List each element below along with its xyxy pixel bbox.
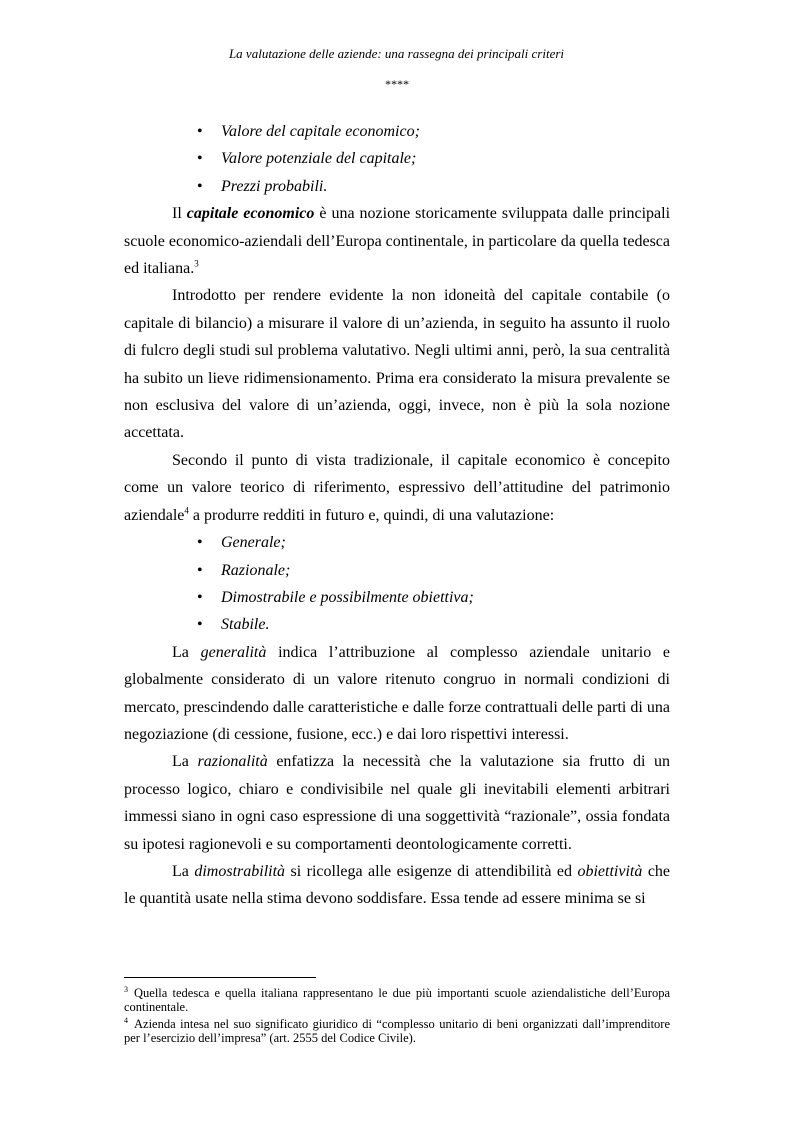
section-separator: ****: [384, 77, 409, 91]
bullet-icon: •: [197, 561, 203, 579]
list-item-text: Prezzi probabili.: [221, 177, 328, 195]
footnote-ref[interactable]: 3: [194, 258, 199, 269]
emphasis-term: capitale economico: [186, 205, 315, 223]
bullet-icon: •: [197, 177, 203, 195]
bullet-icon: •: [197, 616, 203, 634]
list-item: [197, 145, 670, 172]
list-item-text: Generale;: [221, 534, 286, 552]
footnote-number: 3: [124, 984, 128, 994]
list-item: [197, 611, 670, 638]
list-item-text: Valore potenziale del capitale;: [221, 150, 417, 168]
footnote-number: 4: [124, 1015, 128, 1025]
paragraph-generalita: La generalità indica l’attribuzione al complesso aziendale unitario e globalmente considerato di un valore ritenuto congruo in normali condizioni di mercato, prescindendo dalle caratteristiche e dalle forze contrattuali delle parti di una negoziazione (di cessione, fusione, ecc.) e dai loro rispettivi interessi.: [124, 643, 671, 743]
emphasis-term: razionalità: [197, 753, 268, 771]
list-item-text: Razionale;: [221, 561, 291, 579]
list-item-text: Stabile.: [221, 616, 270, 634]
footnotes: [124, 986, 670, 1048]
list-item: [197, 118, 670, 145]
bullet-icon: •: [197, 534, 203, 552]
list-item-text: Dimostrabile e possibilmente obiettiva;: [221, 588, 474, 606]
paragraph-dimostrabilita: La dimostrabilità si ricollega alle esigenze di attendibilità ed obiettività che le quantità usate nella stima devono soddisfare. Essa tende ad essere minima se si: [124, 862, 671, 908]
footnote-4: [124, 1017, 670, 1045]
footnote-text: Azienda intesa nel suo significato giuridico di “complesso unitario di beni organizzati dall’imprenditore per l’esercizio dell’impresa” (art. 2555 del Codice Civile).: [124, 1017, 670, 1045]
emphasis-term: dimostrabilità: [194, 862, 286, 880]
paragraph-capitale-economico: Il capitale economico è una nozione storicamente sviluppata dalle principali scuole economico-aziendali dell’Europa continentale, in particolare da quella tedesca ed italiana.$^3$: [124, 205, 671, 278]
bullet-list-properties: [124, 529, 670, 639]
footnote-divider: [124, 977, 316, 978]
footnote-3: [124, 986, 670, 1014]
footnote-ref[interactable]: 4: [184, 505, 189, 516]
list-item: [197, 557, 670, 584]
list-item: [197, 529, 670, 556]
paragraph-punto-di-vista: Secondo il punto di vista tradizionale, il capitale economico è concepito come un valore teorico di riferimento, espressivo dell’attitudine del patrimonio aziendale$^4$ a produrre redditi in futuro e, quindi, di una valutazione:: [124, 451, 670, 524]
bullet-icon: •: [197, 123, 203, 140]
body-text: [124, 118, 670, 913]
list-item: [197, 173, 670, 200]
emphasis-term: obiettività: [577, 862, 643, 880]
list-item-text: Valore del capitale economico;: [221, 123, 420, 140]
emphasis-term: generalità: [200, 643, 267, 661]
bullet-icon: •: [197, 150, 203, 168]
bullet-icon: •: [197, 588, 203, 606]
running-header: La valutazione delle aziende: una rassegna dei principali criteri: [228, 46, 565, 61]
footnote-text: Quella tedesca e quella italiana rappresentano le due più importanti scuole aziendalistiche dell’Europa continentale.: [124, 986, 670, 1014]
bullet-list-valuations: [124, 118, 670, 200]
list-item: [197, 584, 670, 611]
paragraph-razionalita: La razionalità enfatizza la necessità che la valutazione sia frutto di un processo logico, chiaro e condivisibile nel quale gli inevitabili elementi arbitrari immessi siano in ogni caso espressione di una soggettività “razionale”, ossia fondata su ipotesi ragionevoli e su comportamenti deontologicamente corretti.: [124, 753, 671, 853]
paragraph-introdotto: Introdotto per rendere evidente la non idoneità del capitale contabile (o capitale di bilancio) a misurare il valore di un’azienda, in seguito ha assunto il ruolo di fulcro degli studi sul problema valutativo. Negli ultimi anni, però, la sua centralità ha subito un lieve ridimensionamento. Prima era considerato la misura prevalente se non esclusiva del valore di un’azienda, oggi, invece, non è più la sola nozione accettata.: [124, 287, 670, 442]
